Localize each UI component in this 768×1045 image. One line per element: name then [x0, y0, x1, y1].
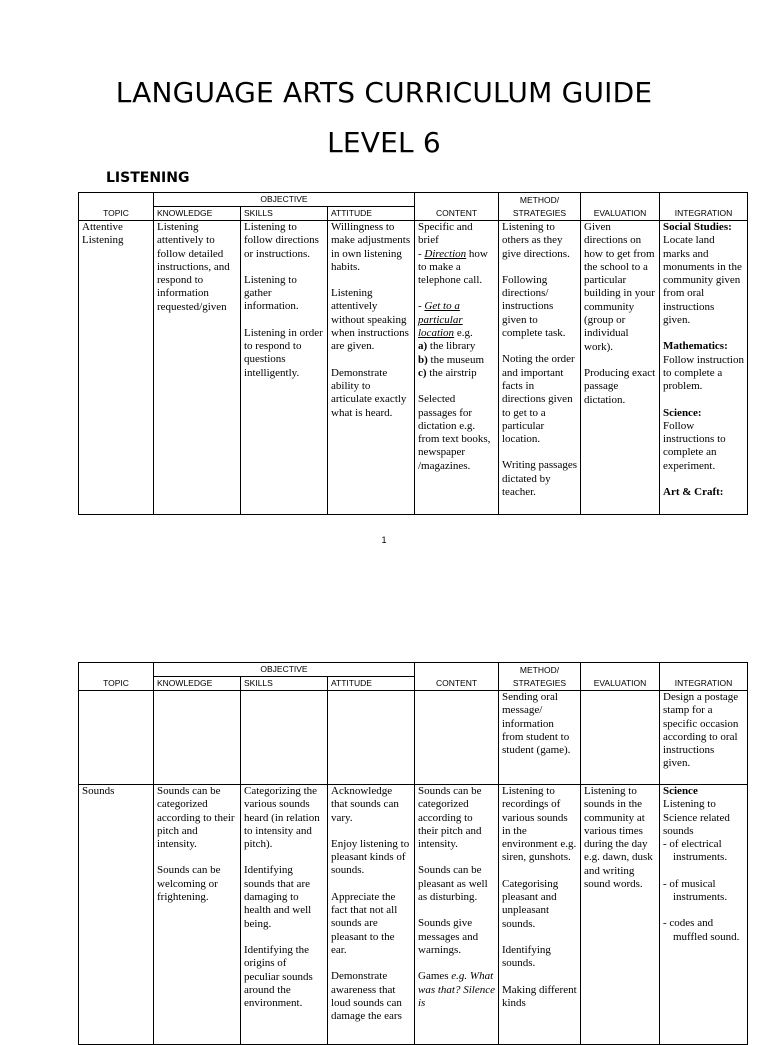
header-row-top — [79, 663, 748, 677]
cell-text: Given directions on how to get from the school to a particular building in your community (group or individual work). — [584, 221, 655, 353]
skills-cell — [241, 221, 328, 515]
content-header: CONTENT — [415, 207, 499, 221]
curriculum-table-2 — [78, 662, 748, 1045]
cell-text: Listening attentively without speaking when instructions are given. — [331, 287, 409, 353]
integration-subject: Science — [663, 785, 698, 797]
document-title: LANGUAGE ARTS CURRICULUM GUIDE — [115, 76, 653, 109]
strategies-header: STRATEGIES — [499, 677, 581, 691]
integration-header: INTEGRATION — [660, 207, 748, 221]
objective-header: OBJECTIVE — [154, 663, 415, 677]
dash-text: - — [418, 247, 425, 260]
list-marker: a) — [418, 340, 428, 353]
strategies-cell — [499, 691, 581, 785]
table-row — [79, 785, 748, 1045]
topic-text: Sounds — [82, 785, 115, 797]
integration-header: INTEGRATION — [660, 677, 748, 691]
cell-text: e.g. — [454, 327, 473, 340]
cell-text: Following directions/ instructions given to complete task. — [502, 273, 566, 340]
cell-text: Noting the order and important facts in directions given to get to a particular location. — [502, 353, 575, 446]
cell-text: Appreciate the fact that not all sounds are pleasant to the ear. — [331, 890, 398, 956]
attitude-cell — [328, 221, 415, 515]
list-item: the airstrip — [429, 366, 477, 379]
cell-text: Follow instruction to complete a problem. — [663, 353, 744, 393]
skills-header: SKILLS — [241, 207, 328, 221]
list-item: the library — [429, 340, 476, 353]
cell-text: Games — [418, 970, 452, 983]
topic-cell — [79, 785, 154, 1045]
direction-text: Direction — [424, 247, 467, 260]
header-row — [79, 677, 748, 691]
cell-text: Sending oral message/ information from student to student (game). — [502, 691, 571, 757]
table-row — [79, 691, 748, 785]
cell-text: Demonstrate awareness that loud sounds can damage the ears — [331, 970, 402, 1023]
cell-text: Identifying the origins of peculiar sounds around the environment. — [244, 943, 313, 1010]
list-marker: b) — [418, 353, 428, 366]
attitude-header: ATTITUDE — [328, 677, 415, 691]
method-header: METHOD/ — [499, 663, 581, 677]
list-marker: c) — [418, 366, 427, 379]
cell-text: Acknowledge that sounds can vary. — [331, 785, 399, 824]
cell-text: Selected passages for dictation e.g. from text books, newspaper /magazines. — [418, 393, 491, 472]
knowledge-cell — [154, 221, 241, 515]
attitude-header: ATTITUDE — [328, 207, 415, 221]
cell-text: Identifying sounds. — [502, 943, 551, 970]
header-row — [79, 207, 748, 221]
cell-text: Sounds can be welcoming or frightening. — [157, 864, 221, 904]
cell-text: Listening in order to respond to questions intelligently. — [244, 326, 323, 379]
integration-cell — [660, 785, 748, 1045]
method-header: METHOD/ — [499, 193, 581, 207]
knowledge-header: KNOWLEDGE — [154, 207, 241, 221]
topic-text: Attentive — [82, 221, 123, 233]
evaluation-cell — [581, 221, 660, 515]
cell-text: Demonstrate ability to articulate exactly what is heard. — [331, 366, 407, 419]
cell-text: Listening to recordings of various sounds in the environment e.g. siren, gunshots. — [502, 785, 577, 864]
cell-text: Listening attentively to follow detailed instructions, and respond to information requested/given — [157, 221, 230, 313]
curriculum-table-1 — [78, 192, 748, 515]
knowledge-header: KNOWLEDGE — [154, 677, 241, 691]
integration-cell — [660, 221, 748, 515]
page-number: 1 — [381, 535, 387, 545]
integration-subject: Mathematics: — [663, 340, 728, 353]
cell-text: Sounds can be categorized according to their pitch and intensity. — [157, 785, 235, 851]
integration-subject: Art & Craft: — [663, 486, 724, 499]
cell-text: Listening to others as they give directions. — [502, 221, 570, 260]
topic-text: Listening — [82, 234, 124, 247]
topic-header: TOPIC — [79, 677, 154, 691]
table-row — [79, 221, 748, 515]
cell-text: Identifying sounds that are damaging to health and well being. — [244, 864, 312, 930]
cell-text: Listening to Science related sounds — [663, 798, 730, 837]
cell-text: Categorising pleasant and unpleasant sounds. — [502, 877, 559, 930]
dash-text: - — [418, 300, 425, 313]
document-level: LEVEL 6 — [327, 126, 441, 159]
topic-cell — [79, 221, 154, 515]
topic-header: TOPIC — [79, 207, 154, 221]
cell-text: Making different kinds — [502, 983, 577, 1009]
cell-text: Categorizing the various sounds heard (in relation to intensity and pitch). — [244, 785, 320, 851]
cell-text: Sounds can be categorized according to their pitch and intensity. — [418, 785, 482, 851]
skills-cell — [241, 785, 328, 1045]
knowledge-cell — [154, 785, 241, 1045]
cell-text: Sounds give messages and warnings. — [418, 917, 479, 956]
integration-subject: Science: — [663, 406, 702, 419]
cell-text: Producing exact passage dictation. — [584, 366, 656, 406]
integration-cell — [660, 691, 748, 785]
list-item: - of musical instruments. — [663, 877, 728, 904]
cell-text: Enjoy listening to pleasant kinds of sounds. — [331, 837, 410, 877]
attitude-cell — [328, 785, 415, 1045]
cell-text: Locate land marks and monuments in the community given from oral instructions given. — [663, 234, 742, 327]
integration-subject: Social Studies: — [663, 221, 732, 233]
evaluation-header: EVALUATION — [581, 677, 660, 691]
cell-text: Listening to follow directions or instructions. — [244, 221, 319, 260]
cell-text: Willingness to make adjustments in own listening habits. — [331, 221, 411, 273]
cell-text: Design a postage stamp for a specific occasion according to oral instructions given. — [663, 691, 739, 770]
cell-text: Sounds can be pleasant as well as disturbing. — [418, 864, 488, 904]
games-example: e.g. What was that? Silence is — [418, 970, 495, 1009]
cell-text: Writing passages dictated by teacher. — [502, 459, 578, 499]
list-item: - of electrical instruments. — [663, 838, 728, 864]
list-item: the museum — [430, 353, 484, 366]
cell-text: Specific and brief — [418, 221, 473, 247]
cell-text: Follow instructions to complete an experiment. — [663, 419, 726, 472]
header-row-top — [79, 193, 748, 207]
strategies-cell — [499, 785, 581, 1045]
location-text: Get to a particular location — [418, 300, 463, 340]
cell-text: Listening to gather information. — [244, 273, 299, 313]
evaluation-header: EVALUATION — [581, 207, 660, 221]
cell-text: how to make a telephone call. — [418, 247, 488, 287]
content-cell — [415, 221, 499, 515]
content-cell — [415, 785, 499, 1045]
strategies-header: STRATEGIES — [499, 207, 581, 221]
strategies-cell — [499, 221, 581, 515]
objective-header: OBJECTIVE — [154, 193, 415, 207]
evaluation-cell — [581, 785, 660, 1045]
cell-text: Listening to sounds in the community at various times during the day e.g. dawn, dusk and writing sound words. — [584, 785, 653, 891]
section-heading: LISTENING — [106, 170, 190, 186]
content-header: CONTENT — [415, 677, 499, 691]
skills-header: SKILLS — [241, 677, 328, 691]
list-item: - codes and muffled sound. — [663, 917, 740, 943]
